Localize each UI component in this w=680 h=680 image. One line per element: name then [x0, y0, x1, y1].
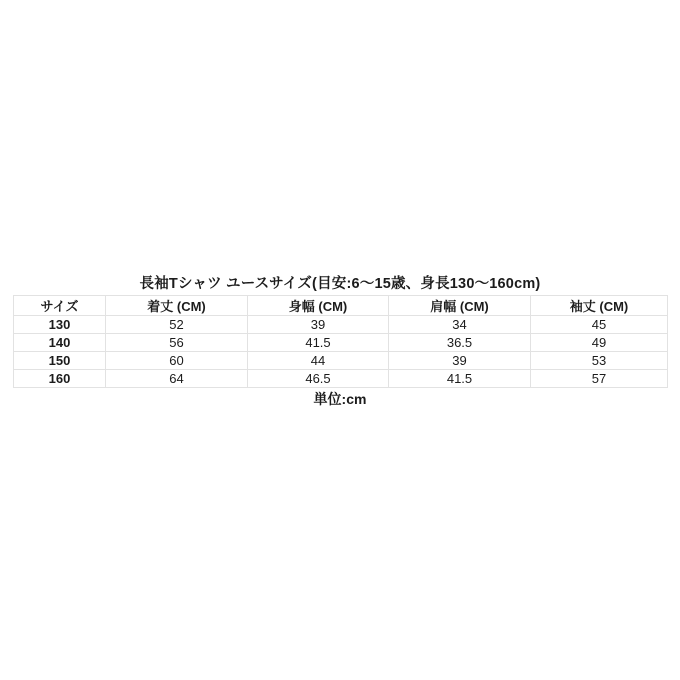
measurement-cell: 44 — [248, 352, 389, 370]
size-cell: 130 — [14, 316, 106, 334]
table-header-row — [14, 296, 668, 316]
page-title: 長袖Tシャツ ユースサイズ(目安:6〜15歳、身長130〜160cm) — [139, 276, 541, 292]
measurement-cell: 46.5 — [248, 370, 389, 388]
measurement-cell: 56 — [106, 334, 248, 352]
measurement-cell: 57 — [531, 370, 668, 388]
size-cell: 140 — [14, 334, 106, 352]
column-header-size: サイズ — [14, 296, 106, 316]
column-header-body-length: 着丈 (CM) — [106, 296, 248, 316]
unit-note: 単位:cm — [313, 391, 367, 407]
column-header-body-width: 身幅 (CM) — [248, 296, 389, 316]
measurement-cell: 41.5 — [248, 334, 389, 352]
measurement-cell: 60 — [106, 352, 248, 370]
table-row — [14, 334, 668, 352]
column-header-shoulder-width: 肩幅 (CM) — [389, 296, 531, 316]
table-row — [14, 316, 668, 334]
table-row — [14, 370, 668, 388]
measurement-cell: 39 — [389, 352, 531, 370]
measurement-cell: 52 — [106, 316, 248, 334]
measurement-cell: 64 — [106, 370, 248, 388]
measurement-cell: 34 — [389, 316, 531, 334]
table-row — [14, 352, 668, 370]
size-table — [13, 295, 668, 388]
measurement-cell: 36.5 — [389, 334, 531, 352]
column-header-sleeve-length: 袖丈 (CM) — [531, 296, 668, 316]
measurement-cell: 39 — [248, 316, 389, 334]
measurement-cell: 45 — [531, 316, 668, 334]
size-cell: 150 — [14, 352, 106, 370]
measurement-cell: 41.5 — [389, 370, 531, 388]
measurement-cell: 53 — [531, 352, 668, 370]
size-cell: 160 — [14, 370, 106, 388]
measurement-cell: 49 — [531, 334, 668, 352]
